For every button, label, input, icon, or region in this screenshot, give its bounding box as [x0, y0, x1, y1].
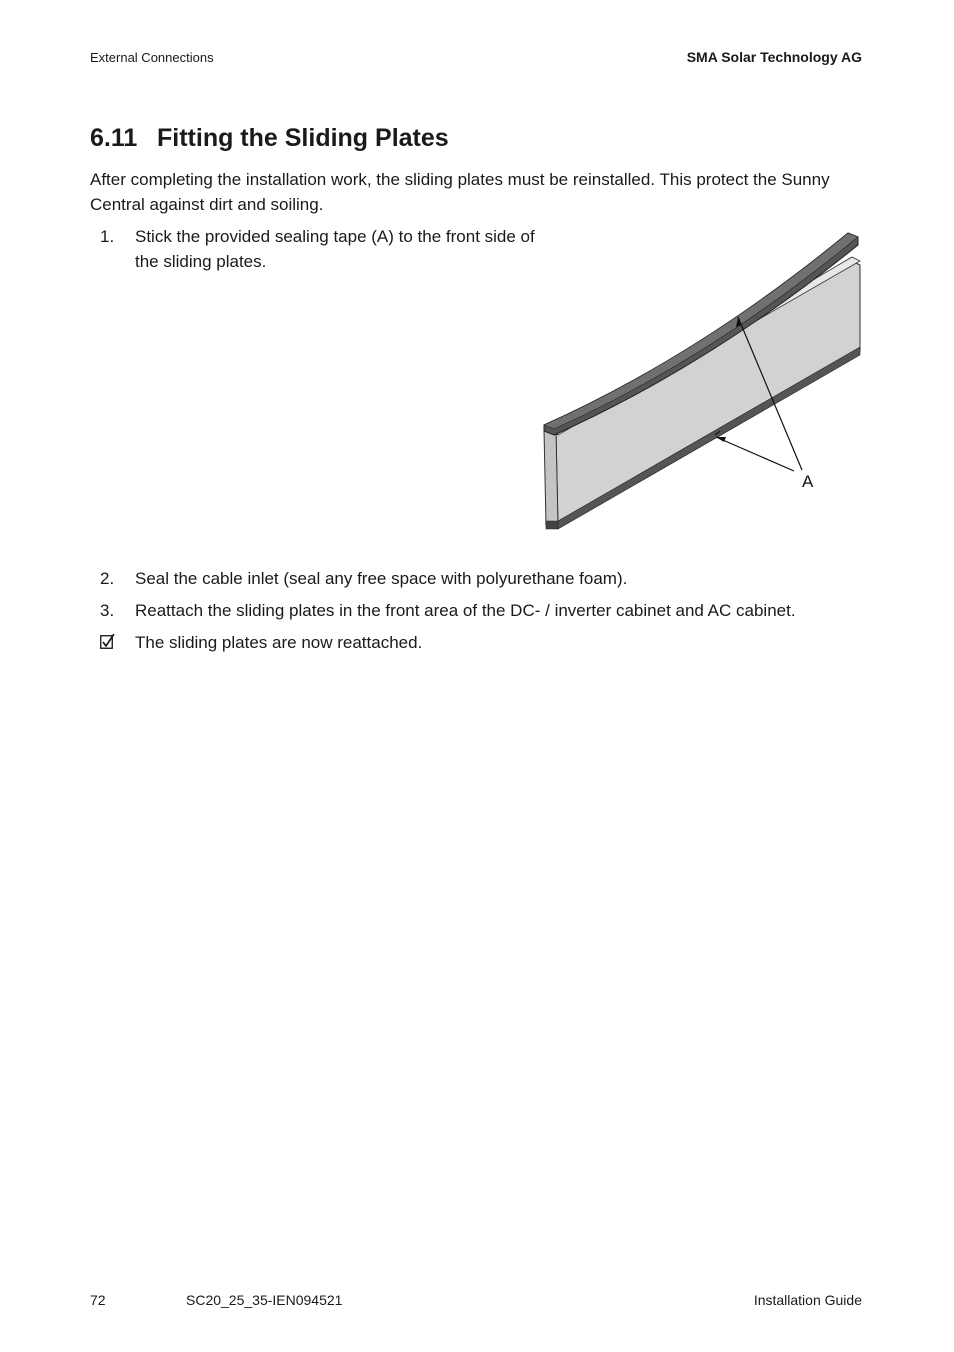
- step-number: 2.: [100, 569, 115, 588]
- header-company-name: SMA Solar Technology AG: [686, 49, 862, 65]
- footer-document-type: Installation Guide: [753, 1292, 862, 1308]
- section-heading: [90, 124, 449, 153]
- step-text: Stick the provided sealing tape (A) to the front side of the sliding plates.: [135, 227, 535, 271]
- intro-paragraph: After completing the installation work, the sliding plates must be reinstalled. This protect the Sunny Central against dirt and soiling.: [90, 170, 830, 214]
- step-text: Reattach the sliding plates in the front area of the DC- / inverter cabinet and AC cabinet.: [135, 601, 796, 620]
- footer-document-id: SC20_25_35-IEN094521: [186, 1292, 343, 1308]
- header-section-title: External Connections: [90, 50, 214, 65]
- result-text: The sliding plates are now reattached.: [135, 633, 423, 652]
- checkbox-checked-icon: [100, 634, 115, 649]
- callout-line-bottom: [716, 437, 794, 471]
- plate-end-face: [544, 430, 558, 525]
- section-number: 6.11: [90, 124, 138, 152]
- sliding-plate-figure: [540, 225, 870, 535]
- callout-label: A: [802, 472, 814, 491]
- step-number: 3.: [100, 601, 115, 620]
- plate-front-face: [556, 261, 860, 525]
- step-text: Seal the cable inlet (seal any free space with polyurethane foam).: [135, 569, 628, 588]
- section-title: Fitting the Sliding Plates: [157, 124, 449, 152]
- step-number: 1.: [100, 227, 115, 246]
- footer-page-number: 72: [90, 1292, 106, 1308]
